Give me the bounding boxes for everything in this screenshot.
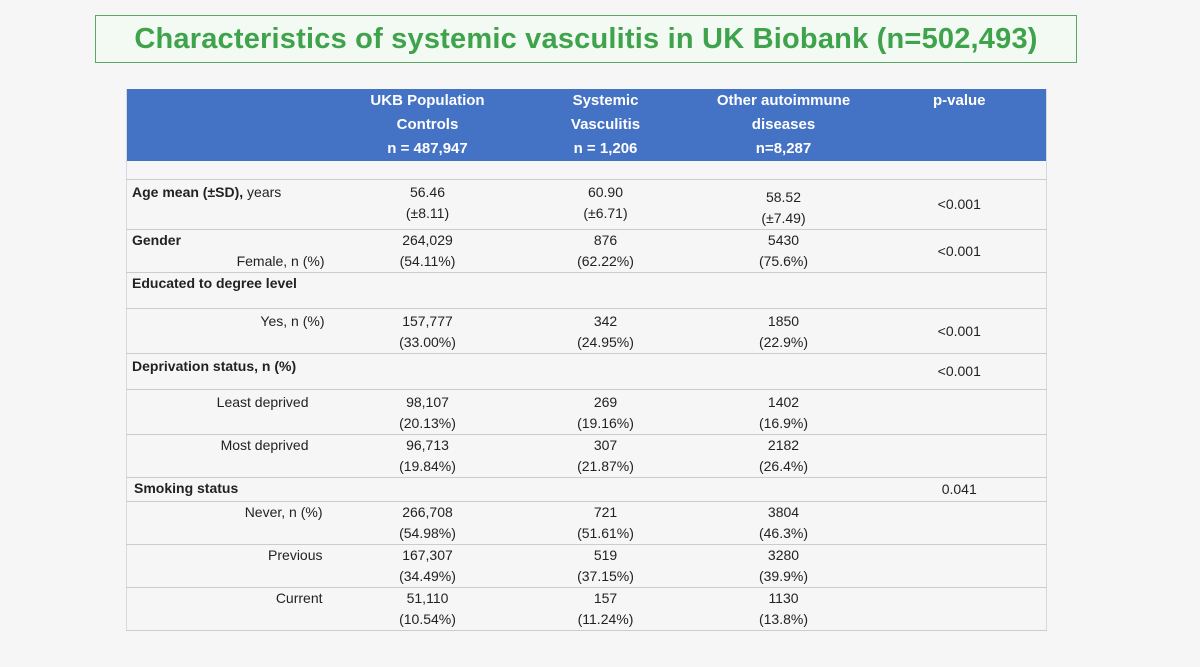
table-cell	[339, 588, 517, 631]
table-cell	[695, 309, 873, 354]
cell-sub-value: (11.24%)	[577, 611, 634, 627]
p-value-cell: <0.001	[873, 354, 1047, 390]
cell-value: 60.90	[587, 184, 624, 200]
cell-value: 1130	[768, 590, 799, 606]
table-cell	[517, 588, 695, 631]
cell-value: 1850	[767, 313, 800, 329]
table-row-never-smoked	[127, 502, 1047, 545]
cell-sub-value: (33.00%)	[399, 334, 456, 350]
least-deprived-label: Least deprived	[216, 394, 309, 410]
table-cell	[517, 390, 695, 435]
header-line: Controls	[396, 116, 459, 133]
table-cell	[695, 545, 873, 588]
row-label: Educated to degree level	[127, 273, 339, 309]
slide-title: Characteristics of systemic vasculitis in UK Biobank (n=502,493)	[134, 22, 1038, 55]
header-line: Other autoimmune	[716, 92, 851, 109]
never-label: Never, n (%)	[244, 504, 323, 520]
cell-sub-value: (16.9%)	[758, 415, 809, 431]
cell-sub-value: (±6.71)	[583, 205, 628, 221]
row-label	[127, 180, 339, 230]
table-cell	[339, 180, 517, 230]
cell-value: 157	[593, 590, 618, 606]
row-label	[127, 354, 339, 390]
table-cell	[339, 502, 517, 545]
row-sub-label	[127, 435, 339, 478]
cell-value: 2182	[767, 437, 800, 453]
header-line: n=8,287	[755, 140, 812, 157]
cell-sub-value: (34.49%)	[399, 568, 456, 584]
cell-sub-value: (19.84%)	[399, 458, 456, 474]
table-row-education-heading	[127, 273, 1047, 309]
cell-value: 58.52	[765, 189, 802, 205]
table-cell	[695, 230, 873, 273]
header-line: n = 1,206	[573, 140, 638, 157]
table-header-row	[127, 89, 1047, 161]
characteristics-table	[126, 89, 1047, 631]
cell-value: 1402	[767, 394, 800, 410]
cell-sub-value: (54.11%)	[399, 253, 456, 269]
table-cell	[339, 435, 517, 478]
cell-sub-value: (13.8%)	[758, 611, 809, 627]
table-cell	[339, 390, 517, 435]
p-value-cell: 0.041	[873, 478, 1047, 502]
cell-sub-value: (21.87%)	[577, 458, 634, 474]
table-cell	[695, 180, 873, 230]
cell-value: 5430	[767, 232, 800, 248]
row-sub-label	[127, 588, 339, 631]
current-label: Current	[275, 590, 323, 606]
education-sub-label: Yes, n (%)	[260, 313, 325, 329]
header-line: UKB Population	[370, 92, 485, 109]
cell-sub-value: (±7.49)	[761, 210, 806, 226]
cell-sub-value: (24.95%)	[577, 334, 634, 350]
table-cell	[517, 435, 695, 478]
row-label	[127, 230, 339, 273]
cell-value: 342	[593, 313, 618, 329]
p-value-cell: <0.001	[873, 309, 1047, 354]
cell-value: 307	[593, 437, 618, 453]
gender-label: Gender	[132, 232, 182, 248]
smoking-label: Smoking status	[134, 480, 239, 496]
table-row-current-smoker	[127, 588, 1047, 631]
header-line: Vasculitis	[570, 116, 641, 133]
table-cell	[695, 435, 873, 478]
cell-sub-value: (20.13%)	[399, 415, 456, 431]
table-row-previous-smoker	[127, 545, 1047, 588]
table-row-smoking-heading	[127, 478, 1047, 502]
table-cell	[517, 309, 695, 354]
table-cell	[695, 390, 873, 435]
table-cell	[695, 502, 873, 545]
table-cell	[339, 545, 517, 588]
gender-sub-label: Female, n (%)	[236, 253, 325, 269]
table-row-deprivation-heading	[127, 354, 1047, 390]
table-cell	[339, 309, 517, 354]
table-row-gender	[127, 230, 1047, 273]
cell-value: 876	[593, 232, 618, 248]
cell-sub-value: (±8.11)	[405, 205, 450, 221]
age-label: Age mean (±SD),	[132, 184, 244, 200]
header-empty	[127, 89, 339, 161]
table-cell	[695, 588, 873, 631]
cell-sub-value: (37.15%)	[577, 568, 634, 584]
cell-sub-value: (26.4%)	[758, 458, 809, 474]
cell-sub-value: (10.54%)	[399, 611, 456, 627]
table-cell	[517, 230, 695, 273]
header-line: n = 487,947	[387, 140, 468, 157]
cell-sub-value: (46.3%)	[758, 525, 809, 541]
cell-value: 266,708	[402, 504, 453, 520]
table-row-education	[127, 309, 1047, 354]
cell-value: 264,029	[402, 232, 453, 248]
cell-sub-value: (62.22%)	[577, 253, 634, 269]
spacer-row	[127, 161, 1047, 180]
cell-value: 269	[593, 394, 618, 410]
cell-value: 3804	[767, 504, 800, 520]
header-controls	[339, 89, 517, 161]
table-cell	[517, 502, 695, 545]
table-row-most-deprived	[127, 435, 1047, 478]
cell-value: 519	[593, 547, 618, 563]
cell-sub-value: (75.6%)	[758, 253, 809, 269]
cell-value: 56.46	[409, 184, 446, 200]
cell-value: 98,107	[406, 394, 449, 410]
cell-value: 96,713	[406, 437, 449, 453]
row-sub-label	[127, 545, 339, 588]
table-cell	[517, 545, 695, 588]
header-p-value	[873, 89, 1047, 161]
table-row-age	[127, 180, 1047, 230]
cell-value: 721	[593, 504, 618, 520]
row-sub-label	[127, 502, 339, 545]
cell-sub-value: (19.16%)	[577, 415, 634, 431]
most-deprived-label: Most deprived	[220, 437, 309, 453]
header-vasculitis	[517, 89, 695, 161]
table-cell	[339, 230, 517, 273]
previous-label: Previous	[268, 547, 323, 563]
p-value-cell: <0.001	[873, 230, 1047, 273]
cell-sub-value: (51.61%)	[577, 525, 634, 541]
header-line: p-value	[932, 92, 986, 109]
header-line: Systemic	[572, 92, 639, 109]
table-cell	[517, 180, 695, 230]
cell-value: 157,777	[402, 313, 453, 329]
age-label-unit: years	[243, 184, 282, 200]
header-line: diseases	[751, 116, 816, 133]
row-label	[127, 478, 339, 502]
cell-sub-value: (39.9%)	[758, 568, 809, 584]
p-value-cell: <0.001	[873, 180, 1047, 230]
row-sub-label	[127, 390, 339, 435]
cell-sub-value: (54.98%)	[399, 525, 456, 541]
header-autoimmune	[695, 89, 873, 161]
title-box	[95, 15, 1077, 63]
deprivation-label: Deprivation status, n (%)	[132, 358, 297, 374]
cell-value: 3280	[767, 547, 800, 563]
table-row-least-deprived	[127, 390, 1047, 435]
cell-value: 167,307	[402, 547, 453, 563]
cell-sub-value: (22.9%)	[758, 334, 809, 350]
cell-value: 51,110	[406, 590, 449, 606]
row-sub-label	[127, 309, 339, 354]
